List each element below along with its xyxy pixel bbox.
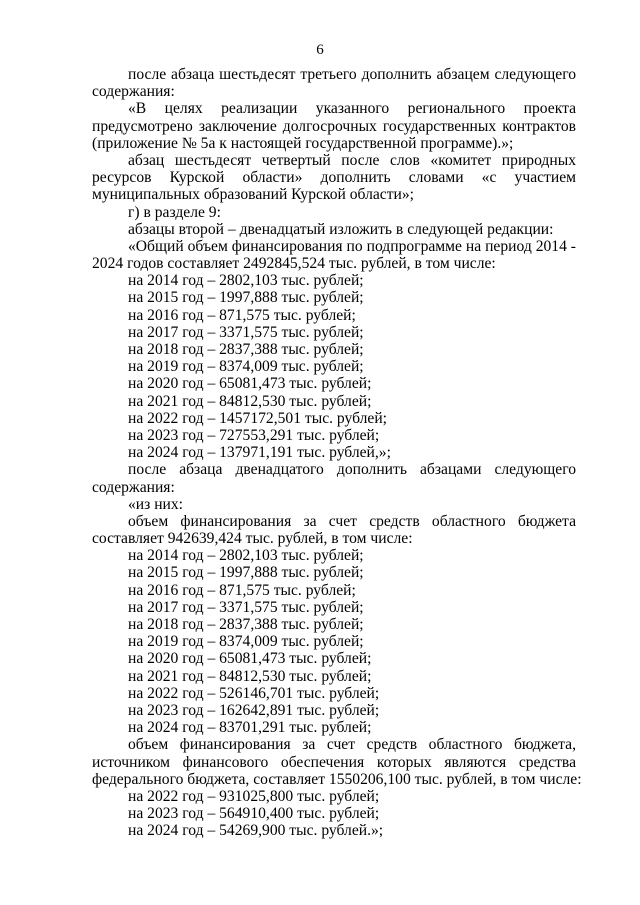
text-line: предусмотрено заключение долгосрочных государственных контрактов [92,117,576,135]
text-line: на 2018 год – 2837,388 тыс. рублей; [128,616,364,633]
text-line: «из них: [128,495,184,513]
document-body [92,66,582,840]
text-line: на 2019 год – 8374,009 тыс. рублей; [128,633,364,651]
text-line: г) в разделе 9: [128,203,221,221]
text-line: на 2015 год – 1997,888 тыс. рублей; [128,289,364,307]
text-line: содержания: [92,83,175,101]
text-line: на 2020 год – 65081,473 тыс. рублей; [128,650,372,668]
text-line: составляет 942639,424 тыс. рублей, в том числе: [92,530,413,548]
text-line: «В целях реализации указанного регионального проекта [128,100,576,118]
text-line: на 2023 год – 564910,400 тыс. рублей; [128,805,380,823]
text-line: на 2017 год – 3371,575 тыс. рублей; [128,598,364,616]
text-line: федерального бюджета, составляет 1550206,100 тыс. рублей, в том числе: [92,770,582,788]
text-line: на 2024 год – 137971,191 тыс. рублей,»; [128,444,391,462]
text-line: на 2024 год – 83701,291 тыс. рублей; [128,719,372,737]
page-number: 6 [316,42,324,58]
text-line: на 2021 год – 84812,530 тыс. рублей; [128,667,372,685]
text-line: на 2023 год – 162642,891 тыс. рублей; [128,701,380,719]
text-line: объем финансирования за счет средств областного бюджета, [128,736,576,754]
text-line: на 2023 год – 727553,291 тыс. рублей; [128,426,380,444]
text-line: на 2014 год – 2802,103 тыс. рублей; [128,272,364,290]
text-line: на 2018 год – 2837,388 тыс. рублей; [128,341,364,358]
text-line: муниципальных образований Курской области»; [92,186,415,204]
text-line: на 2022 год – 931025,800 тыс. рублей; [128,787,380,805]
text-line: на 2019 год – 8374,009 тыс. рублей; [128,358,364,376]
text-line: объем финансирования за счет средств областного бюджета [128,512,576,530]
text-line: (приложение № 5а к настоящей государственной программе).»; [92,134,514,152]
text-line: 2024 годов составляет 2492845,524 тыс. рублей, в том числе: [92,255,496,273]
text-line: абзац шестьдесят четвертый после слов «комитет природных [128,151,576,169]
text-line: «Общий объем финансирования по подпрограмме на период 2014 - [128,237,576,255]
text-line: после абзаца шестьдесят третьего дополнить абзацем следующего [128,66,576,83]
text-line: на 2016 год – 871,575 тыс. рублей; [128,306,356,324]
text-line: на 2022 год – 526146,701 тыс. рублей; [128,684,380,702]
text-line: на 2022 год – 1457172,501 тыс. рублей; [128,409,388,427]
text-line: на 2014 год – 2802,103 тыс. рублей; [128,547,364,565]
text-line: на 2024 год – 54269,900 тыс. рублей.»; [128,822,384,840]
text-line: на 2021 год – 84812,530 тыс. рублей; [128,392,372,410]
text-line: источником финансового обеспечения которых являются средства [92,753,576,771]
text-line: ресурсов Курской области» дополнить словами «с участием [92,169,576,187]
text-line: на 2016 год – 871,575 тыс. рублей; [128,581,356,599]
text-line: абзацы второй – двенадцатый изложить в следующей редакции: [128,220,554,238]
text-line: содержания: [92,478,175,496]
text-line: после абзаца двенадцатого дополнить абзацами следующего [128,461,576,479]
text-line: на 2015 год – 1997,888 тыс. рублей; [128,564,364,582]
text-line: на 2017 год – 3371,575 тыс. рублей; [128,323,364,341]
text-line: на 2020 год – 65081,473 тыс. рублей; [128,375,372,393]
